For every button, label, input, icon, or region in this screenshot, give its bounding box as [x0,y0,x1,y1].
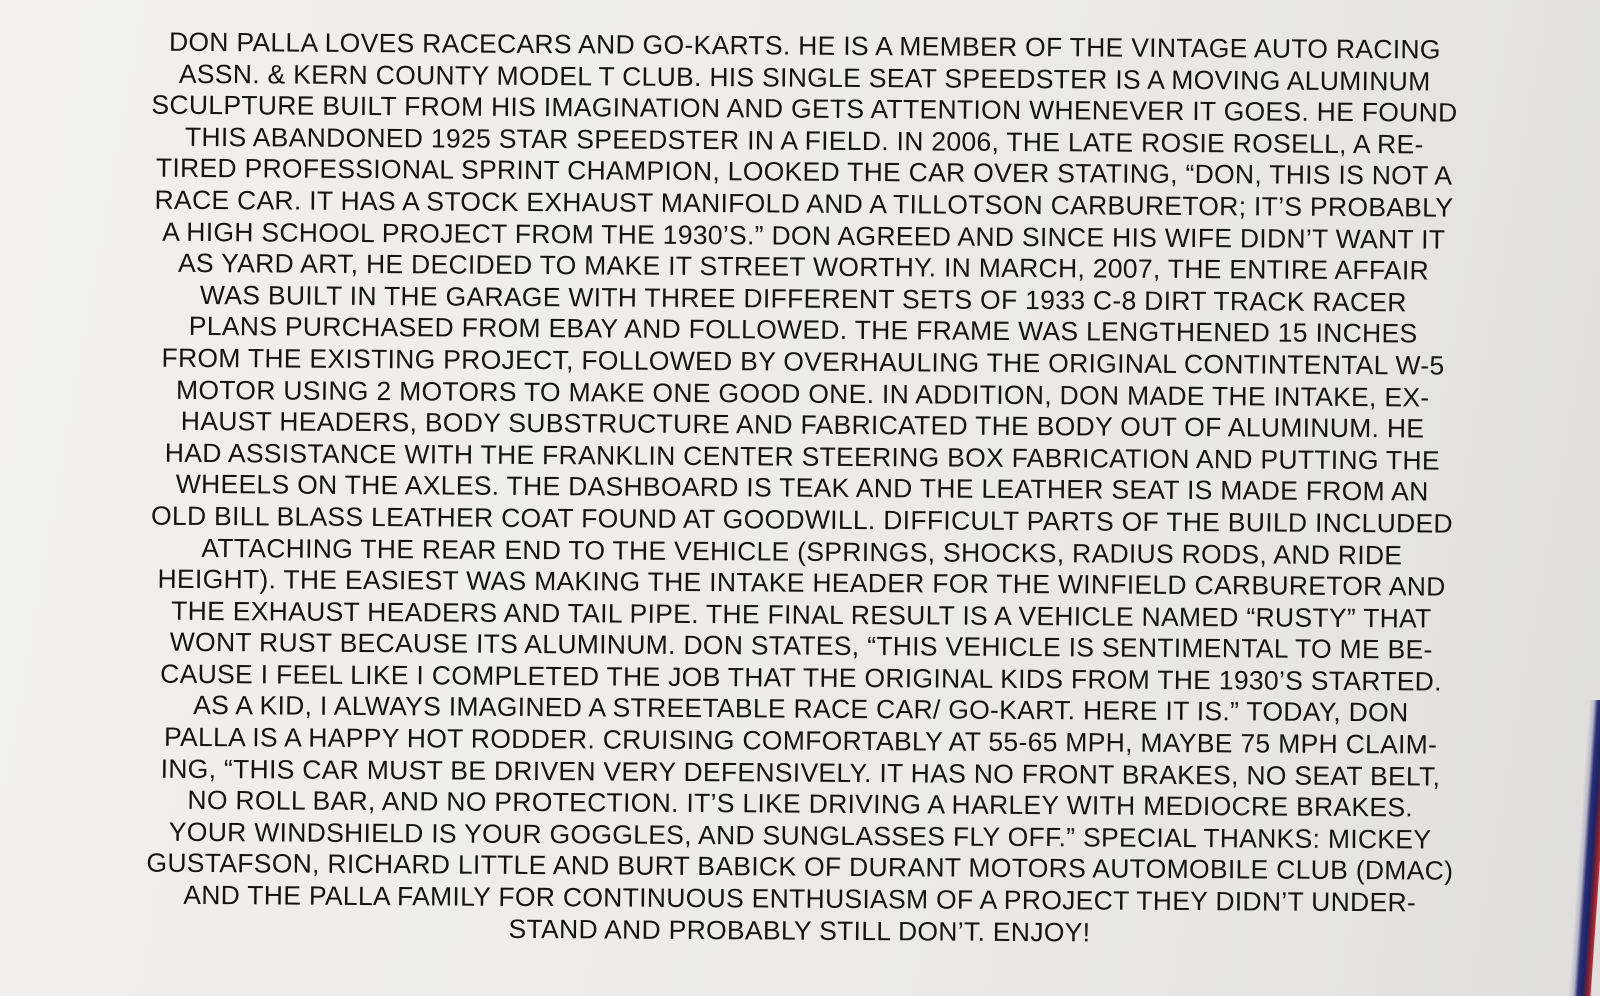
text-line: WHEELS ON THE AXLES. THE DASHBOARD IS TEAK AND THE LEATHER SEAT IS MADE FROM AN [175,469,1429,507]
text-line: WAS BUILT IN THE GARAGE WITH THREE DIFFERENT SETS OF 1933 C-8 DIRT TRACK RACER [199,279,1407,318]
text-line: ASSN. & KERN COUNTY MODEL T CLUB. HIS SINGLE SEAT SPEEDSTER IS A MOVING ALUMINUM [178,58,1431,97]
text-line: SCULPTURE BUILT FROM HIS IMAGINATION AND GETS ATTENTION WHENEVER IT GOES. HE FOUND [151,89,1458,128]
text-line: FROM THE EXISTING PROJECT, FOLLOWED BY OVERHAULING THE ORIGINAL CONTINTENTAL W-5 [161,342,1445,381]
text-line: AS YARD ART, HE DECIDED TO MAKE IT STREET WORTHY. IN MARCH, 2007, THE ENTIRE AFFAIR [177,248,1430,286]
text-line: OLD BILL BLASS LEATHER COAT FOUND AT GOODWILL. DIFFICULT PARTS OF THE BUILD INCLUDED [150,500,1454,539]
text-line: YOUR WINDSHIELD IS YOUR GOGGLES, AND SUNGLASSES FLY OFF.” SPECIAL THANKS: MICKEY [168,816,1432,855]
text-line: AND THE PALLA FAMILY FOR CONTINUOUS ENTHUSIASM OF A PROJECT THEY DIDN’T UNDER- [183,879,1417,918]
text-line: A HIGH SCHOOL PROJECT FROM THE 1930’S.” DON AGREED AND SINCE HIS WIFE DIDN’T WANT IT [162,216,1446,255]
text-line: HEIGHT). THE EASIEST WAS MAKING THE INTAKE HEADER FOR THE WINFIELD CARBURETOR AND [157,563,1446,602]
text-line: STAND AND PROBABLY STILL DON’T. ENJOY! [508,913,1091,948]
text-line: ING, “THIS CAR MUST BE DRIVEN VERY DEFENSIVELY. IT HAS NO FRONT BRAKES, NO SEAT BELT, [160,753,1441,792]
text-line: PALLA IS A HAPPY HOT RODDER. CRUISING COMFORTABLY AT 55-65 MPH, MAYBE 75 MPH CLAIM- [163,721,1438,760]
text-line: ATTACHING THE REAR END TO THE VEHICLE (SPRINGS, SHOCKS, RADIUS RODS, AND RIDE [201,532,1403,570]
text-line: THIS ABANDONED 1925 STAR SPEEDSTER IN A FIELD. IN 2006, THE LATE ROSIE ROSELL, A RE- [184,121,1424,160]
text-line: PLANS PURCHASED FROM EBAY AND FOLLOWED. THE FRAME WAS LENGTHENED 15 INCHES [188,311,1418,349]
edge-color-stripe [1567,700,1600,996]
text-line: WONT RUST BECAUSE ITS ALUMINUM. DON STATES, “THIS VEHICLE IS SENTIMENTAL TO ME BE- [169,627,1433,665]
text-line: TIRED PROFESSIONAL SPRINT CHAMPION, LOOKED THE CAR OVER STATING, “DON, THIS IS NOT A [155,153,1453,192]
placard-body-text [34,26,1570,952]
text-line: HAD ASSISTANCE WITH THE FRANKLIN CENTER STEERING BOX FABRICATION AND PUTTING THE [164,437,1440,476]
text-line: GUSTAFSON, RICHARD LITTLE AND BURT BABICK OF DURANT MOTORS AUTOMOBILE CLUB (DMAC) [146,848,1454,887]
text-line: MOTOR USING 2 MOTORS TO MAKE ONE GOOD ONE. IN ADDITION, DON MADE THE INTAKE, EX- [175,374,1430,413]
text-line: DON PALLA LOVES RACECARS AND GO-KARTS. HE IS A MEMBER OF THE VINTAGE AUTO RACING [168,26,1441,65]
text-line: AS A KID, I ALWAYS IMAGINED A STREETABLE RACE CAR/ GO-KART. HERE IT IS.” TODAY, DON [193,690,1409,728]
text-line: CAUSE I FEEL LIKE I COMPLETED THE JOB THAT THE ORIGINAL KIDS FROM THE 1930’S STARTED. [160,658,1442,697]
text-line: RACE CAR. IT HAS A STOCK EXHAUST MANIFOLD AND A TILLOTSON CARBURETOR; IT’S PROBABLY [154,184,1454,223]
text-line: THE EXHAUST HEADERS AND TAIL PIPE. THE FINAL RESULT IS A VEHICLE NAMED “RUSTY” THAT [171,595,1432,634]
text-line: NO ROLL BAR, AND NO PROTECTION. IT’S LIKE DRIVING A HARLEY WITH MEDIOCRE BRAKES. [187,785,1414,823]
text-line: HAUST HEADERS, BODY SUBSTRUCTURE AND FABRICATED THE BODY OUT OF ALUMINUM. HE [180,405,1425,444]
